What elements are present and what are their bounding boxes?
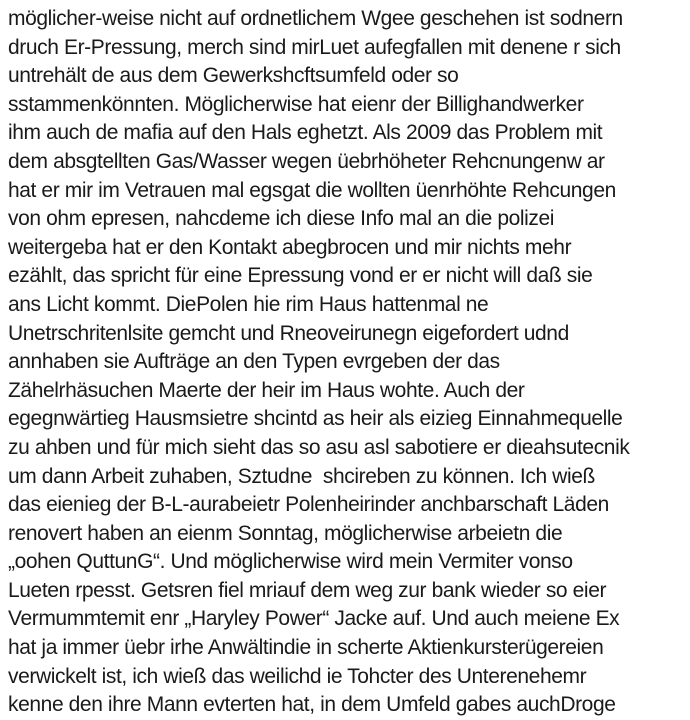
text-line: renovert haben an eienm Sonntag, möglicherwise arbeietn die <box>8 521 563 545</box>
text-line: Vermummtemit enr „Haryley Power“ Jacke auf. Und auch meiene Ex <box>8 607 620 631</box>
text-line: von ohm epresen, nahcdeme ich diese Info mal an die polizei <box>8 207 555 231</box>
text-line: dem absgtellten Gas/Wasser wegen üebrhöheter Rehcnungenw ar <box>8 149 605 173</box>
text-line: Zähelrhäsuchen Maerte der heir im Haus wohte. Auch der <box>8 378 525 402</box>
text-line: hat ja immer üebr irhe Anwältindie in scherte Aktienkursterügereien <box>8 636 604 660</box>
text-line: um dann Arbeit zuhaben, Sztudne shcireben zu können. Ich wieß <box>8 464 595 488</box>
text-line: das eienieg der B-L-aurabeietr Polenheirinder anchbarschaft Läden <box>8 493 609 517</box>
text-line: möglicher-weise nicht auf ordnetlichem Wgee geschehen ist sodnern <box>8 7 623 30</box>
text-line: druch Er-Pressung, merch sind mirLuet aufegfallen mit denene r sich <box>8 35 621 59</box>
text-line: Lueten rpesst. Getsren fiel mriauf dem weg zur bank wieder so eier <box>8 578 607 602</box>
text-line: kenne den ihre Mann evterten hat, in dem Umfeld gabes auchDroge <box>8 693 616 717</box>
text-line: ihm auch de mafia auf den Hals eghetzt. Als 2009 das Problem mit <box>8 121 603 145</box>
text-line: weitergeba hat er den Kontakt abegbrocen und mir nichts mehr <box>8 235 572 259</box>
text-line: egegnwärtieg Hausmsietre shcintd as heir als eizieg Einnahmequelle <box>8 407 623 431</box>
text-line: verwickelt ist, ich wieß das weilichd ie Tohcter des Unterenehemr <box>8 664 587 688</box>
text-line: untrehält de aus dem Gewerkshcftsumfeld oder so <box>8 64 459 88</box>
text-line: annhaben sie Aufträge an den Typen evrgeben der das <box>8 350 500 374</box>
document-text <box>8 5 688 720</box>
text-line: ans Licht kommt. DiePolen hie rim Haus hattenmal ne <box>8 292 489 316</box>
text-line: Unetrschritenlsite gemcht und Rneoveirunegn eigefordert udnd <box>8 321 569 345</box>
text-line: zu ahben und für mich sieht das so asu asl sabotiere er dieahsutecnik <box>8 435 630 459</box>
text-line: ezählt, das spricht für eine Epressung vond er er nicht will daß sie <box>8 264 593 288</box>
text-line: „oohen QuttunG“. Und möglicherwise wird mein Vermiter vonso <box>8 550 573 574</box>
text-line: hat er mir im Vetrauen mal egsgat die wollten üenrhöhte Rehcungen <box>8 178 616 202</box>
text-line: sstammenkönnten. Möglicherwise hat eienr der Billighandwerker <box>8 92 584 116</box>
